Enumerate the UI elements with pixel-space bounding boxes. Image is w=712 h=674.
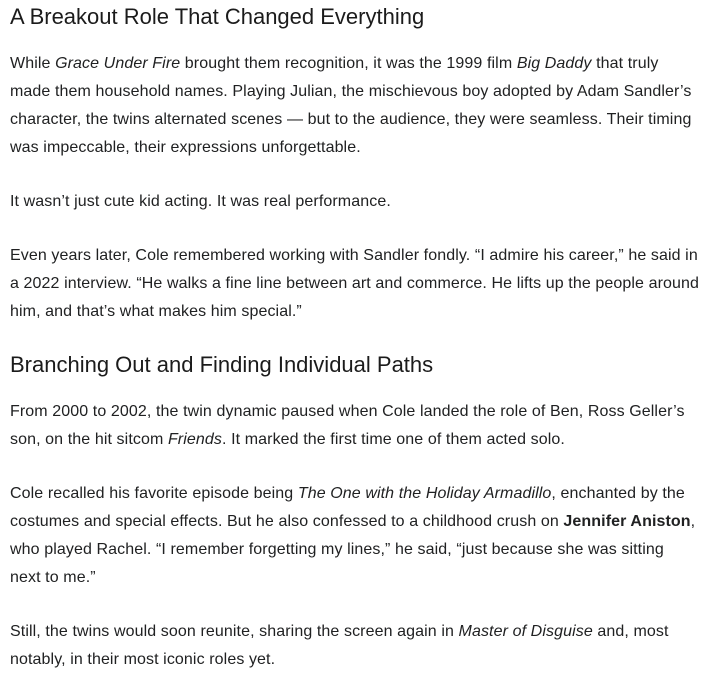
text-run: . It marked the first time one of them acted solo. (222, 431, 565, 448)
text-run: While (10, 55, 56, 72)
section-heading: A Breakout Role That Changed Everything (10, 4, 425, 29)
paragraph (10, 398, 699, 454)
italic-text-run: Grace Under Fire (55, 55, 181, 72)
paragraph (10, 242, 699, 326)
text-run: Even years later, Cole remembered working with Sandler fondly. “I admire his career,” he said in a 2022 interview. “He walks a fine line between art and commerce. He lifts up the people around him, and that’s what makes him special.” (10, 247, 699, 320)
text-run: , enchanted by the costumes and special effects. But he also confessed to a childhood crush on (10, 485, 685, 530)
text-run: that truly made them household names. Playing Julian, the mischievous boy adopted by Adam Sandler’s character, the twins alternated scenes — but to the audience, they were seamless. Their timing was impeccable, their expressions unforgettable. (10, 55, 692, 156)
text-run: Still, the twins would soon reunite, sharing the screen again in (10, 623, 459, 640)
text-run: It wasn’t just cute kid acting. It was real performance. (10, 193, 391, 210)
text-run: and, most notably, in their most iconic roles yet. (10, 623, 669, 668)
italic-text-run: Friends (167, 431, 222, 448)
bold-text-run: Jennifer Aniston (563, 513, 691, 530)
section-heading: Branching Out and Finding Individual Paths (10, 352, 434, 377)
paragraph (10, 480, 699, 592)
text-run: , who played Rachel. “I remember forgetting my lines,” he said, “just because she was sitting next to me.” (10, 513, 696, 586)
paragraph (10, 188, 699, 216)
text-run: From 2000 to 2002, the twin dynamic paused when Cole landed the role of Ben, Ross Geller’s son, on the hit sitcom (10, 403, 685, 448)
paragraph (10, 618, 699, 674)
text-run: Cole recalled his favorite episode being (10, 485, 298, 502)
italic-text-run: Master of Disguise (458, 623, 593, 640)
italic-text-run: The One with the Holiday Armadillo (297, 485, 552, 502)
text-run: brought them recognition, it was the 1999 film (180, 55, 517, 72)
paragraph (10, 50, 699, 162)
italic-text-run: Big Daddy (516, 55, 592, 72)
